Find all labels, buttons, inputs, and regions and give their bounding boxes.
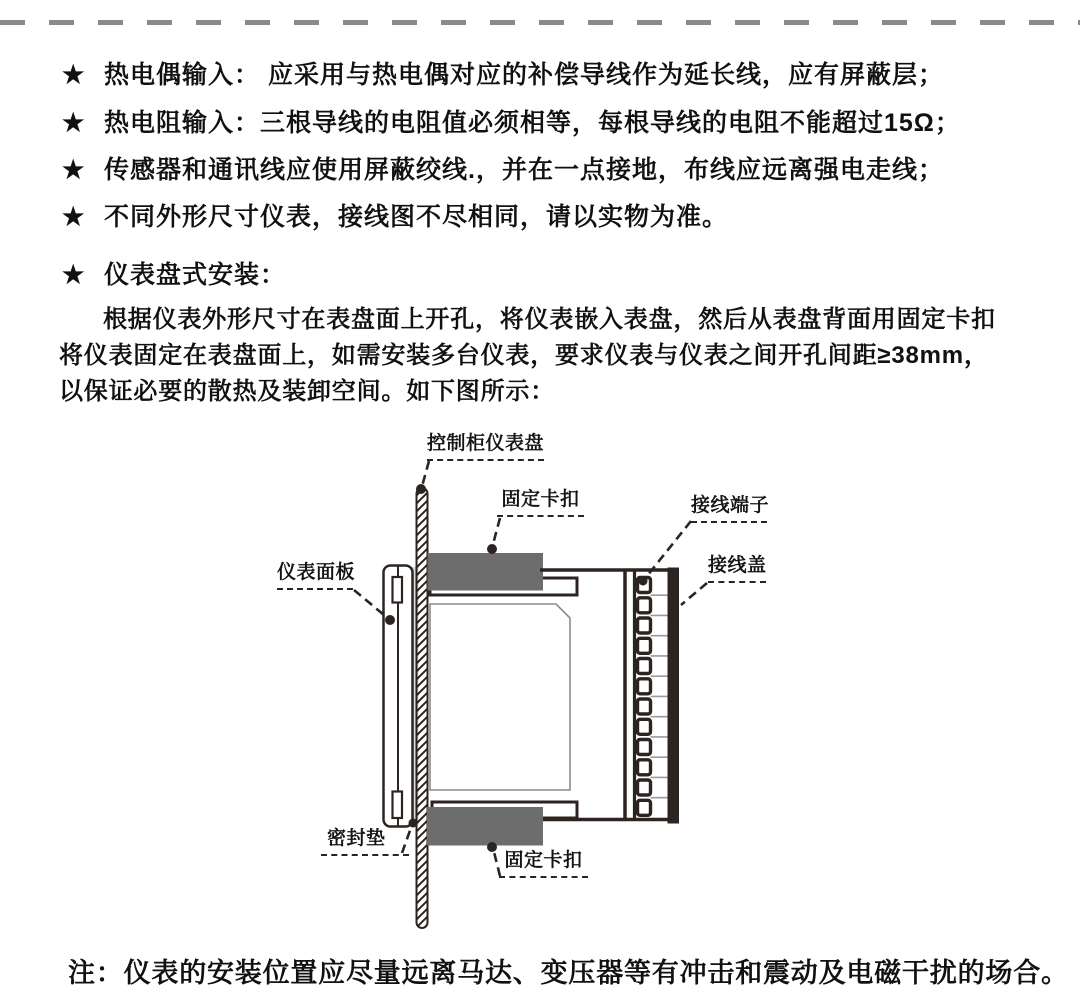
label-terminal-cover (708, 556, 766, 583)
paragraph-line: 以保证必要的散热及装卸空间。如下图所示： (59, 378, 555, 405)
star-bullet-icon: ★ (62, 261, 85, 289)
label-gasket (321, 829, 409, 856)
bullet-text: 热电阻输入：三根导线的电阻值必须相等，每根导线的电阻不能超过15Ω； (104, 109, 961, 137)
cabinet-panel-bar (417, 488, 428, 928)
fixing-clip-top (428, 553, 544, 591)
label-text: 控制柜仪表盘 (427, 433, 545, 454)
star-bullet-icon: ★ (62, 203, 85, 231)
label-text: 密封垫 (327, 828, 386, 849)
label-text: 接线盖 (708, 555, 767, 576)
display-window (430, 604, 570, 790)
bullet-text: 传感器和通讯线应使用屏蔽绞线.，并在一点接地，布线应远离强电走线； (104, 156, 944, 184)
label-text: 固定卡扣 (504, 850, 583, 871)
star-bullet-icon: ★ (62, 156, 85, 184)
bullet-text: 热电偶输入： 应采用与热电偶对应的补偿导线作为延长线，应有屏蔽层； (104, 61, 944, 89)
paragraph-line: 将仪表固定在表盘面上，如需安装多台仪表，要求仪表与仪表之间开孔间距≥38mm， (59, 342, 989, 369)
label-text: 固定卡扣 (501, 489, 580, 510)
label-text: 仪表面板 (277, 562, 356, 583)
star-bullet-icon: ★ (62, 61, 85, 89)
label-fixing-clip-top (497, 490, 584, 517)
bullet-text: 不同外形尺寸仪表，接线图不尽相同，请以实物为准。 (104, 203, 729, 231)
front-bezel (384, 566, 413, 827)
label-front-panel (277, 562, 356, 590)
star-bullet-icon: ★ (62, 109, 85, 137)
terminal-cover-bar (668, 568, 680, 824)
paragraph-line: 根据仪表外形尺寸在表盘面上开孔，将仪表嵌入表盘，然后从表盘背面用固定卡扣 (103, 306, 996, 333)
label-fixing-clip-bottom (499, 851, 588, 878)
terminal-block (635, 571, 669, 818)
label-text: 接线端子 (691, 495, 770, 516)
bullet-text: 仪表盘式安装： (104, 261, 287, 289)
fixing-clip-bottom (427, 807, 543, 846)
installation-note: 注：仪表的安装位置应尽量远离马达、变压器等有冲击和震动及电磁干扰的场合。 (68, 958, 1069, 988)
label-cabinet-panel (427, 434, 544, 461)
label-terminal-block (691, 495, 770, 523)
